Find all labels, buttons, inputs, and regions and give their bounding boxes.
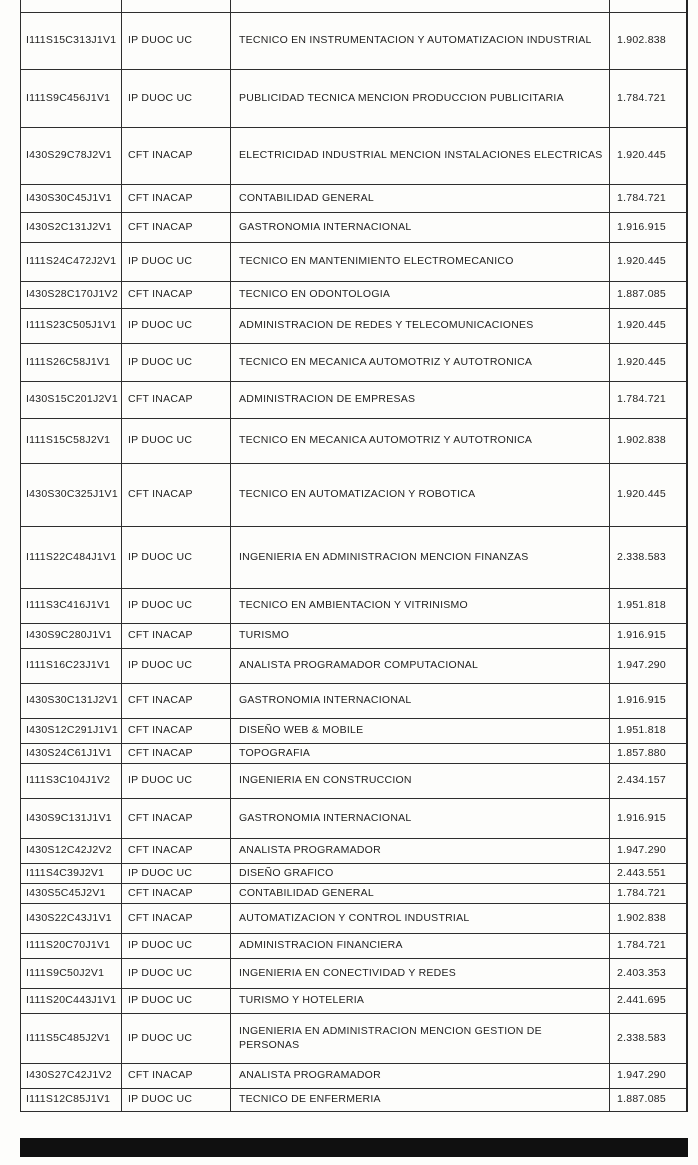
code-cell: I111S20C443J1V1 [21,989,122,1013]
top-cut-amount-column [610,0,686,12]
table-row [21,382,686,419]
table-row [21,344,686,382]
code-cell: I111S24C472J2V1 [21,243,122,281]
amount-cell: 1.784.721 [617,191,666,204]
code-cell: I111S5C485J2V1 [21,1014,122,1063]
amount-cell: 1.947.290 [617,844,666,857]
code-cell: I430S5C45J2V1 [21,884,122,903]
table-row [21,624,686,649]
institution-cell: CFT INACAP [122,799,231,838]
code-cell: I111S20C70J1V1 [21,934,122,958]
program-cell: TECNICO EN INSTRUMENTACION Y AUTOMATIZACION INDUSTRIAL [231,13,610,69]
institution-cell: IP DUOC UC [122,527,231,588]
code-cell: I111S3C416J1V1 [21,589,122,623]
code-cell: I430S30C325J1V1 [21,464,122,526]
table-row [21,589,686,624]
amount-cell: 1.902.838 [617,34,666,47]
code-cell: I111S23C505J1V1 [21,309,122,343]
code-cell: I111S9C456J1V1 [21,70,122,127]
program-cell: CONTABILIDAD GENERAL [231,884,610,903]
table-row [21,128,686,185]
code-cell: I430S9C280J1V1 [21,624,122,648]
program-cell: TOPOGRAFIA [231,744,610,763]
program-cell: ANALISTA PROGRAMADOR [231,839,610,863]
institution-cell: CFT INACAP [122,185,231,212]
institution-cell: IP DUOC UC [122,419,231,463]
table-row [21,213,686,243]
table-row [21,719,686,744]
table-row [21,764,686,799]
table-row [21,904,686,934]
table-row [21,185,686,213]
program-cell: TECNICO EN AUTOMATIZACION Y ROBOTICA [231,464,610,526]
code-cell: I111S22C484J1V1 [21,527,122,588]
program-cell: TECNICO EN AMBIENTACION Y VITRINISMO [231,589,610,623]
amount-cell: 1.951.818 [617,724,666,737]
table-row [21,282,686,309]
institution-cell: IP DUOC UC [122,309,231,343]
table-row [21,419,686,464]
amount-cell: 1.902.838 [617,911,666,924]
table-row [21,649,686,684]
code-cell: I430S30C45J1V1 [21,185,122,212]
table-row [21,799,686,839]
amount-cell: 1.916.915 [617,811,666,824]
table-row [21,527,686,589]
table-row [21,884,686,904]
table-row [21,243,686,282]
table-row [21,959,686,989]
program-cell: GASTRONOMIA INTERNACIONAL [231,213,610,242]
table-row [21,1014,686,1064]
amount-cell: 1.947.290 [617,659,666,672]
program-cell: TURISMO Y HOTELERIA [231,989,610,1013]
next-section-black-bar [20,1138,688,1157]
top-cut-program-column [231,0,610,12]
amount-cell: 1.902.838 [617,434,666,447]
institution-cell: CFT INACAP [122,464,231,526]
institution-cell: CFT INACAP [122,904,231,933]
program-cell: TURISMO [231,624,610,648]
code-cell: I430S15C201J2V1 [21,382,122,418]
institution-cell: IP DUOC UC [122,344,231,381]
table-row [21,1089,686,1112]
amount-cell: 2.338.583 [617,1031,666,1044]
institution-cell: IP DUOC UC [122,589,231,623]
table-row [21,309,686,344]
program-cell: GASTRONOMIA INTERNACIONAL [231,799,610,838]
institution-cell: CFT INACAP [122,719,231,743]
amount-cell: 1.920.445 [617,149,666,162]
code-cell: I111S15C313J1V1 [21,13,122,69]
institution-cell: IP DUOC UC [122,959,231,988]
program-cell: ADMINISTRACION FINANCIERA [231,934,610,958]
top-cut-institution-column [122,0,231,12]
top-cut-code-column [21,0,122,12]
amount-cell: 1.916.915 [617,629,666,642]
program-cell: TECNICO EN MECANICA AUTOMOTRIZ Y AUTOTRONICA [231,419,610,463]
table-row [21,13,686,70]
amount-cell: 1.887.085 [617,288,666,301]
program-cell: DISEÑO GRAFICO [231,864,610,883]
program-cell: INGENIERIA EN CONECTIVIDAD Y REDES [231,959,610,988]
table-row [21,989,686,1014]
amount-cell: 2.434.157 [617,774,666,787]
code-cell: I430S2C131J2V1 [21,213,122,242]
program-cell: INGENIERIA EN ADMINISTRACION MENCION FINANZAS [231,527,610,588]
institution-cell: CFT INACAP [122,213,231,242]
institution-cell: IP DUOC UC [122,934,231,958]
code-cell: I111S3C104J1V2 [21,764,122,798]
institution-cell: IP DUOC UC [122,649,231,683]
table-body [21,13,686,1112]
table-row [21,684,686,719]
table-row [21,464,686,527]
table-row [21,934,686,959]
program-cell: TECNICO EN MANTENIMIENTO ELECTROMECANICO [231,243,610,281]
program-cell: TECNICO EN MECANICA AUTOMOTRIZ Y AUTOTRONICA [231,344,610,381]
institution-cell: CFT INACAP [122,744,231,763]
code-cell: I430S12C291J1V1 [21,719,122,743]
amount-cell: 1.920.445 [617,355,666,368]
institution-cell: IP DUOC UC [122,1089,231,1111]
institution-cell: IP DUOC UC [122,70,231,127]
institution-cell: CFT INACAP [122,624,231,648]
program-cell: ADMINISTRACION DE EMPRESAS [231,382,610,418]
program-cell: AUTOMATIZACION Y CONTROL INDUSTRIAL [231,904,610,933]
amount-cell: 2.403.353 [617,966,666,979]
amount-cell: 1.920.445 [617,255,666,268]
amount-cell: 1.947.290 [617,1069,666,1082]
program-cell: ADMINISTRACION DE REDES Y TELECOMUNICACIONES [231,309,610,343]
program-cell: PUBLICIDAD TECNICA MENCION PRODUCCION PUBLICITARIA [231,70,610,127]
amount-cell: 2.441.695 [617,994,666,1007]
program-cell: INGENIERIA EN ADMINISTRACION MENCION GESTION DE PERSONAS [231,1014,610,1063]
code-cell: I430S29C78J2V1 [21,128,122,184]
code-cell: I111S15C58J2V1 [21,419,122,463]
code-cell: I430S9C131J1V1 [21,799,122,838]
amount-cell: 1.920.445 [617,319,666,332]
table-row [21,744,686,764]
amount-cell: 1.951.818 [617,599,666,612]
institution-cell: IP DUOC UC [122,989,231,1013]
program-cell: TECNICO DE ENFERMERIA [231,1089,610,1111]
program-cell: CONTABILIDAD GENERAL [231,185,610,212]
institution-cell: CFT INACAP [122,382,231,418]
amount-cell: 1.784.721 [617,886,666,899]
institution-cell: CFT INACAP [122,128,231,184]
amount-cell: 1.916.915 [617,694,666,707]
code-cell: I111S4C39J2V1 [21,864,122,883]
code-cell: I430S30C131J2V1 [21,684,122,718]
code-cell: I111S12C85J1V1 [21,1089,122,1111]
institution-cell: CFT INACAP [122,839,231,863]
program-cell: INGENIERIA EN CONSTRUCCION [231,764,610,798]
table-row [21,839,686,864]
code-cell: I430S12C42J2V2 [21,839,122,863]
amount-cell: 2.443.551 [617,866,666,879]
code-cell: I430S28C170J1V2 [21,282,122,308]
program-cell: TECNICO EN ODONTOLOGIA [231,282,610,308]
institution-cell: CFT INACAP [122,282,231,308]
program-cell: ANALISTA PROGRAMADOR COMPUTACIONAL [231,649,610,683]
institution-cell: IP DUOC UC [122,243,231,281]
amount-cell: 1.916.915 [617,220,666,233]
institution-cell: IP DUOC UC [122,1014,231,1063]
amount-cell: 1.920.445 [617,488,666,501]
institution-cell: IP DUOC UC [122,864,231,883]
program-cell: ELECTRICIDAD INDUSTRIAL MENCION INSTALACIONES ELECTRICAS [231,128,610,184]
institution-cell: IP DUOC UC [122,13,231,69]
amount-cell: 1.784.721 [617,91,666,104]
code-cell: I111S26C58J1V1 [21,344,122,381]
code-cell: I111S16C23J1V1 [21,649,122,683]
amount-cell: 1.857.880 [617,746,666,759]
tuition-table [20,0,688,1112]
table-row [21,1064,686,1089]
code-cell: I111S9C50J2V1 [21,959,122,988]
institution-cell: CFT INACAP [122,884,231,903]
table-row [21,864,686,884]
institution-cell: CFT INACAP [122,1064,231,1088]
amount-cell: 2.338.583 [617,550,666,563]
program-cell: DISEÑO WEB & MOBILE [231,719,610,743]
program-cell: GASTRONOMIA INTERNACIONAL [231,684,610,718]
institution-cell: IP DUOC UC [122,764,231,798]
code-cell: I430S24C61J1V1 [21,744,122,763]
amount-cell: 1.784.721 [617,939,666,952]
table-top-cut [21,0,686,13]
program-cell: ANALISTA PROGRAMADOR [231,1064,610,1088]
code-cell: I430S22C43J1V1 [21,904,122,933]
code-cell: I430S27C42J1V2 [21,1064,122,1088]
table-row [21,70,686,128]
amount-cell: 1.887.085 [617,1093,666,1106]
amount-cell: 1.784.721 [617,393,666,406]
institution-cell: CFT INACAP [122,684,231,718]
